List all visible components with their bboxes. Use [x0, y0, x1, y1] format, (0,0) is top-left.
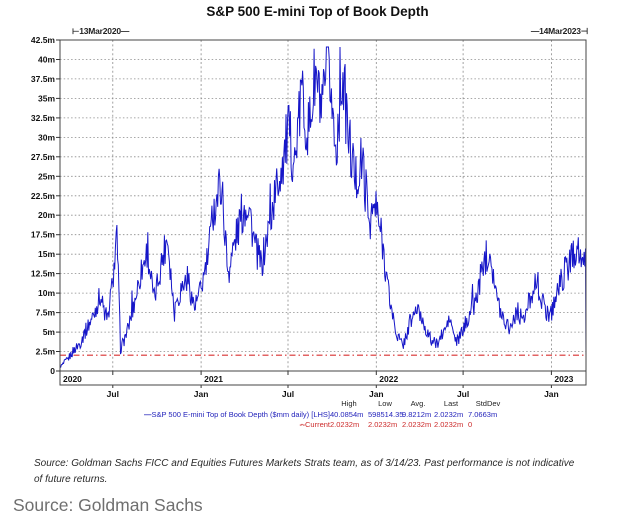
svg-text:22.5m: 22.5m — [30, 190, 55, 201]
stats-header-low: Low — [378, 399, 392, 408]
svg-text:35m: 35m — [37, 93, 55, 104]
stat-depth-avg: 9.8212m — [402, 409, 432, 419]
stat-depth-stddev: 7.0663m — [468, 409, 498, 419]
svg-text:2023: 2023 — [554, 374, 574, 384]
svg-text:2020: 2020 — [63, 374, 82, 384]
svg-text:2.5m: 2.5m — [35, 346, 55, 357]
legend-series-current — [106, 420, 330, 431]
legend-series-current-label: Current — [304, 420, 330, 429]
stat-depth-high: 40.0854m — [330, 409, 364, 419]
stat-current-stddev: 0 — [468, 420, 473, 429]
depth-series-line — [60, 47, 586, 367]
stat-depth-last: 2.0232m — [434, 409, 464, 419]
svg-text:42.5m: 42.5m — [30, 35, 55, 45]
source-caption: Source: Goldman Sachs — [13, 495, 203, 515]
stat-current-last: 2.0232m — [434, 420, 464, 429]
range-start-label: ⊢13Mar2020— — [72, 26, 130, 36]
svg-text:32.5m: 32.5m — [30, 112, 55, 123]
svg-text:7.5m: 7.5m — [35, 307, 55, 318]
svg-text:Jul: Jul — [281, 389, 295, 399]
stats-header-high: High — [341, 399, 357, 408]
stats-header-avg: Avg. — [410, 399, 426, 408]
range-end-label: —14Mar2023⊣ — [530, 26, 588, 36]
svg-text:27.5m: 27.5m — [30, 151, 55, 162]
svg-text:15m: 15m — [37, 249, 55, 260]
svg-text:25m: 25m — [37, 171, 55, 182]
svg-text:30m: 30m — [37, 132, 55, 143]
svg-text:40m: 40m — [37, 54, 55, 65]
stats-header-stddev: StdDev — [475, 399, 501, 408]
legend-series-depth-label: S&P 500 E-mini Top of Book Depth ($mm daily) [LHS] — [151, 409, 330, 419]
stat-current-high: 2.0232m — [330, 420, 360, 429]
current-line-sample-icon: -·- — [299, 420, 304, 429]
svg-text:Jan: Jan — [193, 389, 209, 399]
svg-text:Jan: Jan — [368, 389, 384, 399]
legend-stats — [106, 399, 508, 431]
stats-header-last: Last — [443, 399, 459, 408]
legend-series-depth — [106, 410, 330, 421]
svg-text:20m: 20m — [37, 210, 55, 221]
svg-text:Jul: Jul — [456, 389, 470, 399]
stat-current-low: 2.0232m — [368, 420, 398, 429]
svg-text:17.5m: 17.5m — [30, 229, 55, 240]
legend-spacer — [106, 399, 330, 410]
chart-render-layer — [31, 35, 586, 399]
svg-text:Jan: Jan — [544, 389, 559, 399]
stat-current-avg: 2.0232m — [402, 420, 432, 429]
svg-text:10m: 10m — [37, 288, 55, 299]
svg-text:2021: 2021 — [204, 374, 224, 384]
svg-text:12.5m: 12.5m — [30, 268, 55, 279]
series-line-sample-icon: — — [143, 409, 151, 419]
svg-text:2022: 2022 — [379, 374, 399, 384]
source-footnote: Source: Goldman Sachs FICC and Equities Futures Markets Strats team, as of 3/14/23. Past performance is not indicative of future returns. — [34, 458, 575, 485]
svg-text:37.5m: 37.5m — [30, 73, 55, 84]
svg-text:0: 0 — [50, 366, 55, 376]
stat-depth-low: 598514.35 — [368, 409, 404, 419]
chart-title: S&P 500 E-mini Top of Book Depth — [206, 4, 429, 19]
svg-text:Jul: Jul — [106, 389, 119, 399]
svg-text:5m: 5m — [42, 327, 55, 338]
